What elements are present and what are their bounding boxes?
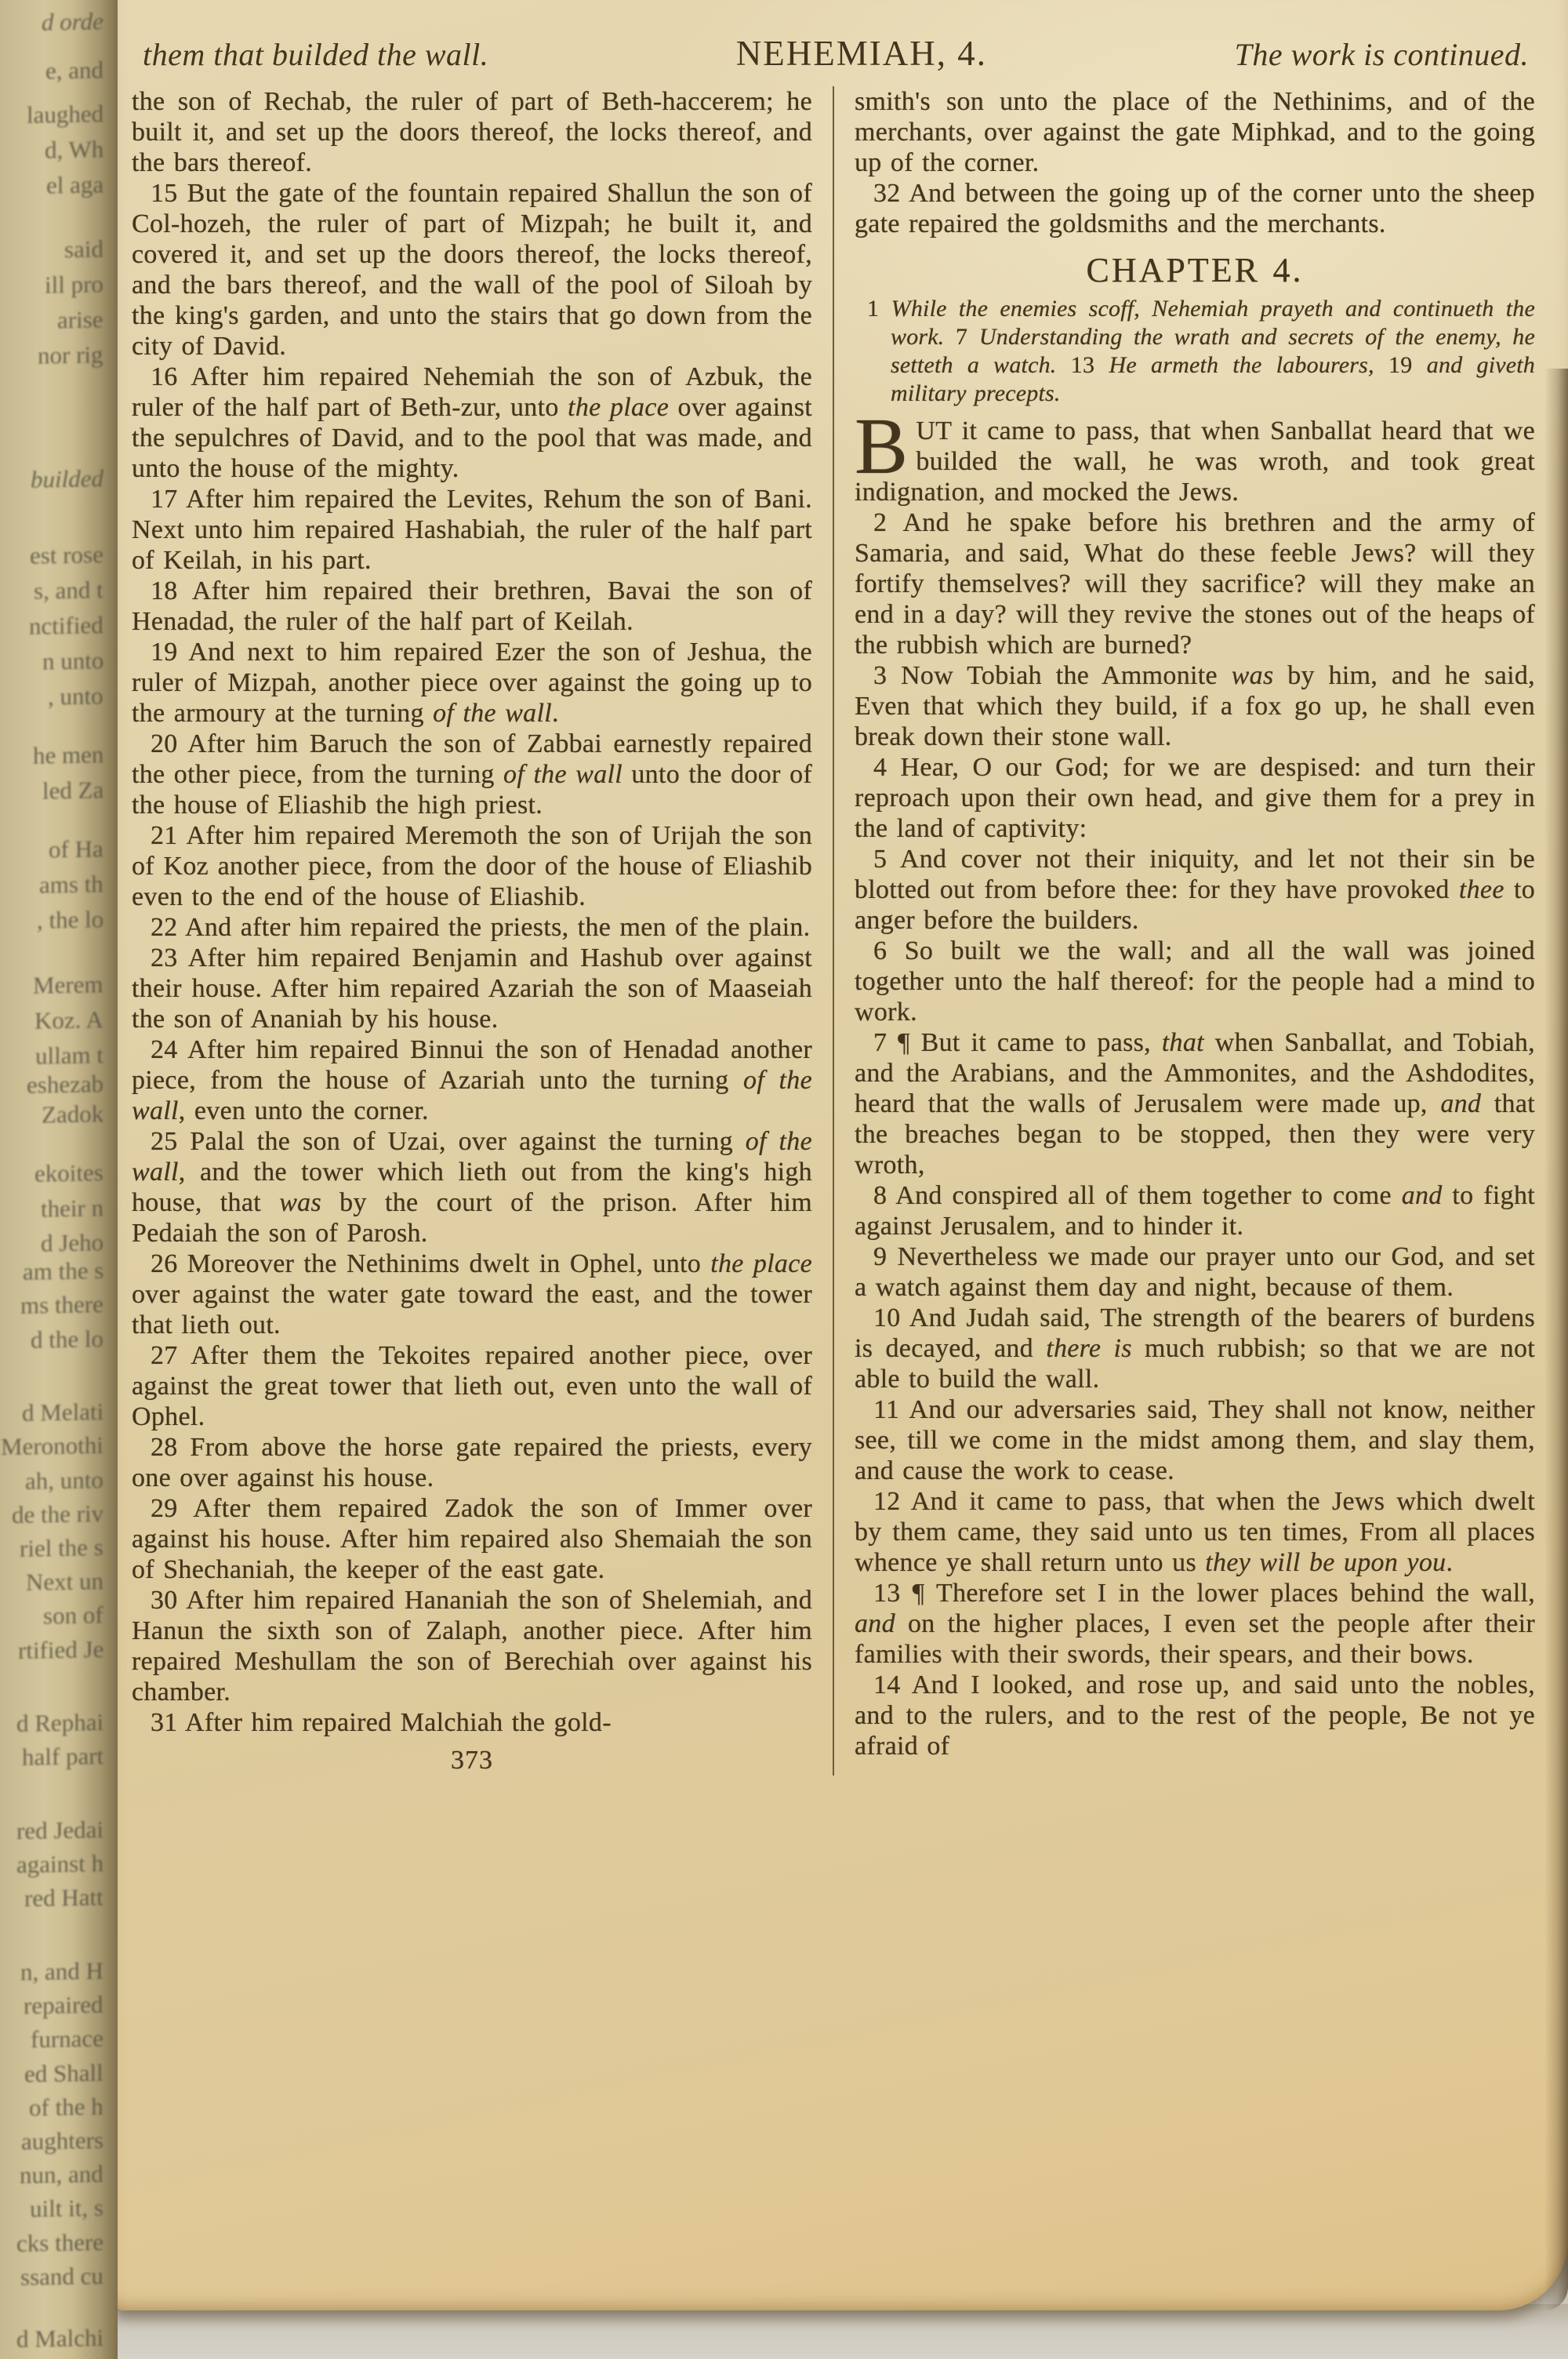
text-run: the son of Rechab, the ruler of part of Beth-haccerem; he built it, and set up the doors thereof, the locks thereof, and the bars thereof. (132, 87, 812, 177)
text-run: . (551, 699, 559, 728)
gutter-text-fragment: d, Wh (44, 135, 103, 164)
verse-1 (855, 402, 1535, 507)
verse-28 (132, 1432, 812, 1493)
gutter-text-fragment: Zadok (41, 1100, 103, 1129)
text-run: of the wall (503, 760, 623, 789)
verse-9 (855, 1241, 1535, 1303)
text-run: of the wall (132, 1127, 812, 1187)
page-number: 373 (451, 1746, 493, 1775)
running-head-title: NEHEMIAH, 4. (735, 34, 988, 73)
text-run: 2 And he spake before his brethren and the army of Samaria, and said, What do these feeble Jews? will they fortify themselves? will they sacrifice? will they make an end in a day? will they revive the stones out of the heaps of the rubbish which are burned? (855, 508, 1535, 660)
text-run: 29 After them repaired Zadok the son of Immer over against his house. After him repaired also Shemaiah the son of Shechaniah, the keeper of the east gate. (132, 1494, 812, 1584)
text-run: 17 After him repaired the Levites, Rehum the son of Bani. Next unto him repaired Hashabiah, the ruler of the half part of Keilah, in his part. (132, 485, 812, 575)
verse-15 (132, 178, 812, 362)
text-run: and (1401, 1181, 1443, 1210)
verse-27 (132, 1340, 812, 1432)
gutter-text-fragment: riel the s (20, 1533, 103, 1562)
verse-12 (855, 1486, 1535, 1578)
left-column (132, 86, 833, 1776)
text-run: of the wall (132, 1066, 812, 1125)
text-run: and (855, 1609, 895, 1638)
gutter-text-fragment: ekoites (34, 1158, 103, 1187)
gutter-text-fragment: rtified Je (17, 1635, 103, 1664)
right-column (833, 86, 1535, 1776)
verse-31-continuation (855, 86, 1535, 178)
text-run: 31 After him repaired Malchiah the gold- (151, 1708, 612, 1737)
verse-13 (855, 1578, 1535, 1670)
gutter-text-fragment: arise (57, 305, 103, 334)
text-run: to fight against Jerusalem, and to hinder it. (855, 1181, 1535, 1241)
gutter-text-fragment: uilt it, s (30, 2194, 103, 2223)
text-run: While the enemies scoff, Nehemiah prayeth and continueth the work. (891, 296, 1535, 350)
verse-25 (132, 1126, 812, 1249)
text-run: of the wall (433, 699, 552, 728)
text-run: 23 After him repaired Benjamin and Hashub over against their house. After him repaired Azariah the son of Maaseiah the son of Ananiah by his house. (132, 943, 812, 1034)
text-run: . (1446, 1548, 1454, 1577)
text-run: 9 Nevertheless we made our prayer unto our God, and set a watch against them day and night, because of them. (855, 1242, 1535, 1302)
verse-11 (855, 1394, 1535, 1486)
verse-2 (855, 507, 1535, 660)
text-run: 11 And our adversaries said, They shall not know, neither see, till we come in the midst among them, and slay them, and cause the work to cease. (855, 1395, 1535, 1485)
verse-18 (132, 576, 812, 637)
gutter-text-fragment: nun, and (20, 2160, 103, 2189)
text-run: 12 And it came to pass, that when the Jews which dwelt by them came, they said unto us ten times, From all places whence ye shall return unto us (855, 1487, 1535, 1577)
text-run: Understanding the wrath and secrets of the enemy, he setteth a watch. (891, 324, 1535, 378)
gutter-text-fragment: d orde (42, 7, 103, 36)
verse-3 (855, 660, 1535, 752)
gutter-text-fragment: , unto (48, 682, 103, 711)
text-run: 30 After him repaired Hananiah the son of Shelemiah, and Hanun the sixth son of Zalaph, another piece. After him repaired Meshullam the son of Berechiah over against his chamber. (132, 1586, 812, 1707)
text-run: on the higher places, I even set the people after their families with their swords, their spears, and their bows. (855, 1609, 1535, 1669)
text-run: 16 After him repaired Nehemiah the son of Azbuk, the ruler of the half part of Beth-zur, unto (132, 362, 812, 422)
text-run: 19 (1374, 352, 1427, 378)
gutter-text-fragment: said (64, 234, 103, 264)
text-run: He armeth the labourers, (1109, 352, 1374, 378)
text-run: 28 From above the horse gate repaired the priests, every one over against his house. (132, 1433, 812, 1492)
text-run: by him, and he said, Even that which they build, if a fox go up, he shall even break down their stone wall. (855, 661, 1535, 751)
gutter-text-fragment: Meronothi (1, 1430, 103, 1461)
text-run: 13 ¶ Therefore set I in the lower places behind the wall, (873, 1579, 1535, 1608)
gutter-text-fragment: he men (32, 740, 103, 769)
gutter-text-fragment: eshezab (26, 1070, 103, 1099)
gutter-text-fragment: cks there (16, 2228, 103, 2257)
gutter-text-fragment: Merem (33, 970, 103, 999)
running-head-left: them that builded the wall. (143, 37, 489, 72)
book-gutter-fold (0, 0, 118, 2359)
gutter-text-fragment: repaired (24, 1990, 103, 2019)
text-run: 27 After them the Tekoites repaired another piece, over against the great tower that lieth out, even unto the wall of Ophel. (132, 1341, 812, 1431)
gutter-text-fragment: red Jedai (16, 1816, 103, 1845)
page-content (114, 0, 1568, 2310)
text-run: 8 And conspired all of them together to come (873, 1181, 1402, 1210)
text-run: 26 Moreover the Nethinims dwelt in Ophel, unto (151, 1249, 711, 1278)
running-head (132, 33, 1535, 74)
verse-30 (132, 1585, 812, 1707)
gutter-text-fragment: d Rephai (16, 1708, 103, 1737)
verse-6 (855, 936, 1535, 1027)
text-run: 4 Hear, O our God; for we are despised: and turn their reproach upon their own head, and give them for a prey in the land of captivity: (855, 753, 1535, 843)
gutter-text-fragment: of Ha (49, 834, 103, 863)
text-run: over against the water gate toward the east, and the tower that lieth out. (132, 1280, 812, 1339)
running-head-right: The work is continued. (1234, 37, 1529, 72)
gutter-text-fragment: against h (16, 1849, 103, 1878)
gutter-text-fragment: ill pro (45, 270, 103, 299)
text-run: 20 After him Baruch the son of Zabbai earnestly repaired the other piece, from the turning (132, 729, 812, 789)
text-run: unto the door of the house of Eliashib the high priest. (132, 760, 812, 820)
gutter-text-fragment: d Malchi (16, 2324, 103, 2353)
text-run: , and the tower which lieth out from the king's high house, that (132, 1158, 812, 1217)
text-run: UT it came to pass, that when Sanballat heard that we builded the wall, he was wroth, and took great indignation, and mocked the Jews. (855, 416, 1535, 507)
gutter-text-fragment: d the lo (31, 1325, 103, 1354)
text-run: 6 So built we the wall; and all the wall was joined together unto the half thereof: for the people had a mind to work. (855, 936, 1535, 1027)
text-run: the place (710, 1249, 812, 1278)
text-run: , even unto the corner. (178, 1096, 429, 1125)
text-run: 15 But the gate of the fountain repaired Shallun the son of Col-hozeh, the ruler of part of Mizpah; he built it, and covered it, and set up the doors thereof, the locks thereof, and the bars thereof, and the wall of the pool of Siloah by the king's garden, and unto the stairs that go down from the city of David. (132, 179, 812, 361)
gutter-text-fragment: half part (21, 1742, 103, 1771)
text-run: 25 Palal the son of Uzai, over against the turning (151, 1127, 746, 1156)
text-run: to anger before the builders. (855, 875, 1535, 935)
text-run: that the breaches began to be stopped, then they were very wroth, (855, 1089, 1535, 1180)
verse-8 (855, 1180, 1535, 1241)
gutter-text-fragment: Next un (25, 1567, 103, 1596)
text-run: 7 ¶ But it came to pass, (873, 1028, 1162, 1057)
right-column-paragraphs (855, 86, 1535, 1761)
verse-20 (132, 729, 812, 820)
text-run: they will be upon you (1205, 1548, 1446, 1577)
gutter-text-fragment: led Za (42, 776, 103, 805)
text-run: 3 Now Tobiah the Ammonite (873, 661, 1232, 690)
verse-26 (132, 1249, 812, 1340)
text-run: was (1231, 661, 1274, 690)
verse-17 (132, 484, 812, 576)
gutter-text-fragment: of the h (29, 2092, 103, 2121)
text-run: CHAPTER 4. (1086, 251, 1304, 289)
text-run: 24 After him repaired Binnui the son of Henadad another piece, from the house of Azariah unto the turning (132, 1035, 812, 1095)
verse-14-continuation (132, 86, 812, 178)
verse-5 (855, 844, 1535, 936)
text-run: 1 (867, 296, 891, 322)
text-run: and giveth military precepts. (891, 352, 1536, 406)
verse-21 (132, 820, 812, 912)
verse-10 (855, 1303, 1535, 1394)
text-run: 10 And Judah said, The strength of the bearers of burdens is decayed, and (855, 1303, 1535, 1363)
text-run: 32 And between the going up of the corner unto the sheep gate repaired the goldsmiths and the merchants. (855, 179, 1535, 238)
text-run: was (279, 1188, 321, 1217)
text-run: the place (568, 393, 670, 422)
left-column-paragraphs (132, 86, 812, 1738)
text-run: thee (1458, 875, 1504, 904)
gutter-text-fragment: laughed (26, 100, 103, 129)
text-run: 18 After him repaired their brethren, Bavai the son of Henadad, the ruler of the half part of Keilah. (132, 576, 812, 636)
gutter-text-fragment: ams th (39, 870, 103, 899)
text-run: 7 (944, 324, 979, 350)
gutter-text-fragment: builded (31, 464, 103, 493)
text-run: 5 And cover not their iniquity, and let not their sin be blotted out from before thee: for they have provoked (855, 845, 1535, 904)
verse-16 (132, 362, 812, 484)
text-run: smith's son unto the place of the Nethinims, and of the merchants, over against the gate Miphkad, and to the going up of the corner. (855, 87, 1535, 177)
gutter-text-fragment: ullam t (35, 1041, 103, 1070)
chapter-summary (855, 295, 1535, 408)
gutter-text-fragment: their n (40, 1194, 103, 1223)
gutter-text-fragment: nor rig (38, 340, 103, 369)
verse-14 (855, 1670, 1535, 1761)
gutter-text-fragment: ah, unto (25, 1466, 103, 1495)
gutter-text-fragment: ms there (20, 1290, 103, 1319)
gutter-text-fragment: d Jeho (40, 1228, 103, 1257)
gutter-text-fragment: n, and H (20, 1957, 103, 1986)
gutter-text-fragment: d Melati (21, 1398, 103, 1427)
text-run: when Sanballat, and Tobiah, and the Arabians, and the Ammonites, and the Ashdodites, heard that the walls of Jerusalem were made up, (855, 1028, 1535, 1118)
drop-cap-letter: B (855, 402, 909, 491)
text-run: 22 And after him repaired the priests, the men of the plain. (151, 913, 811, 942)
chapter-heading (855, 251, 1535, 289)
text-run: there is (1046, 1334, 1132, 1363)
gutter-text-fragment: aughters (20, 2126, 103, 2155)
gutter-text-fragment: Koz. A (34, 1005, 103, 1034)
table-surface-below-page (114, 2304, 1568, 2359)
verse-29 (132, 1493, 812, 1585)
verse-19 (132, 637, 812, 729)
verse-22 (132, 912, 812, 943)
verse-31 (132, 1707, 812, 1738)
bible-page (114, 0, 1568, 2310)
text-run: and (1440, 1089, 1482, 1118)
text-run: that (1161, 1028, 1204, 1057)
gutter-text-fragment: e, and (45, 56, 103, 85)
text-run: 14 And I looked, and rose up, and said unto the nobles, and to the rulers, and to the rest of the people, Be not ye afraid of (855, 1670, 1535, 1761)
gutter-text-fragment: nctified (29, 611, 103, 640)
gutter-text-fragment: est rose (30, 540, 103, 569)
gutter-text-fragment: , the lo (36, 905, 103, 934)
text-run: by the court of the prison. After him Pedaiah the son of Parosh. (132, 1188, 812, 1248)
text-run: much rubbish; so that we are not able to build the wall. (855, 1334, 1535, 1394)
verse-32 (855, 178, 1535, 239)
gutter-text-fragment: son of (43, 1601, 103, 1630)
gutter-text-fragment: s, and t (34, 576, 103, 605)
gutter-text-fragment: n unto (42, 646, 103, 675)
gutter-text-fragment: ssand cu (20, 2262, 103, 2291)
gutter-text-fragment: am the s (22, 1256, 103, 1285)
text-run: over against the sepulchres of David, and to the pool that was made, and unto the house of the mighty. (132, 393, 812, 483)
verse-4 (855, 752, 1535, 844)
gutter-text-fragment: red Hatt (24, 1883, 103, 1912)
verse-23 (132, 943, 812, 1034)
gutter-text-fragment: furnace (31, 2024, 103, 2053)
verse-24 (132, 1034, 812, 1126)
two-column-text-block (132, 86, 1535, 1776)
text-run: 13 (1056, 352, 1109, 378)
text-run: 19 And next to him repaired Ezer the son of Jeshua, the ruler of Mizpah, another piece over against the going up to the armoury at the turning (132, 638, 812, 728)
gutter-text-fragment: el aga (45, 170, 103, 199)
gutter-text-fragment: de the riv (11, 1499, 103, 1529)
verse-7 (855, 1027, 1535, 1180)
gutter-text-fragment: ed Shall (24, 2059, 103, 2088)
text-run: 21 After him repaired Meremoth the son of Urijah the son of Koz another piece, from the door of the house of Eliashib even to the end of the house of Eliashib. (132, 821, 812, 911)
